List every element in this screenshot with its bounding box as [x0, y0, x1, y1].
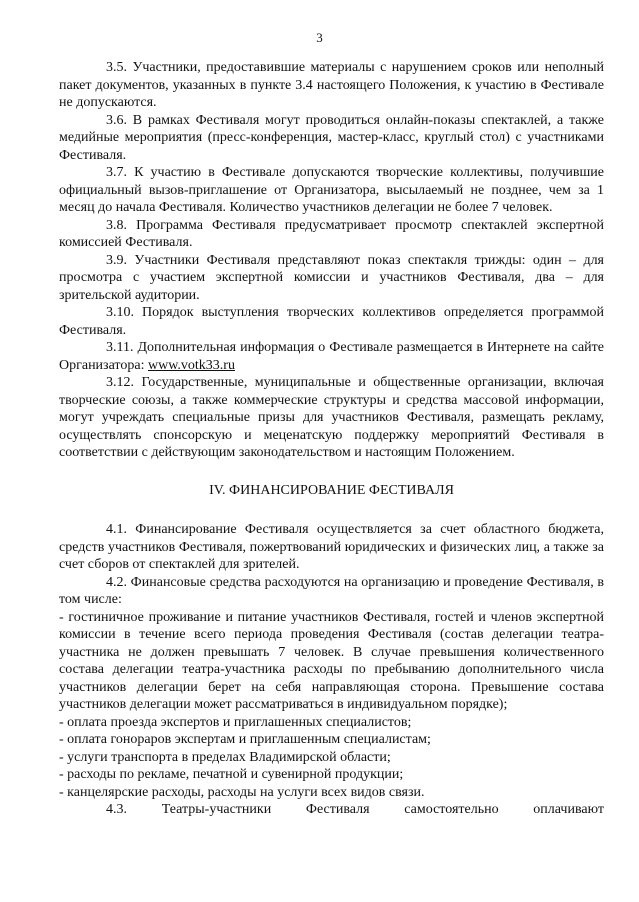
paragraph-3-8: 3.8. Программа Фестиваля предусматривает просмотр спектаклей экспертной комиссией Фестиваля. — [59, 217, 604, 250]
list-item-transport: - услуги транспорта в пределах Владимирской области; — [59, 749, 391, 765]
list-item-travel: - оплата проезда экспертов и приглашенных специалистов; — [59, 714, 412, 730]
paragraph-3-11 — [59, 339, 604, 374]
organizer-website-link[interactable]: www.votk33.ru — [147, 357, 235, 373]
paragraph-3-6: 3.6. В рамках Фестиваля могут проводиться онлайн-показы спектаклей, а также медийные мероприятия (пресс-конференция, мастер-класс, круглый стол) с участниками Фестиваля. — [59, 112, 604, 163]
paragraph-3-9: 3.9. Участники Фестиваля представляют показ спектакля трижды: один – для просмотра с участием экспертной комиссии и участников Фестиваля, два – для зрительской аудитории. — [59, 252, 604, 303]
paragraph-4-1: 4.1. Финансирование Фестиваля осуществляется за счет областного бюджета, средств участников Фестиваля, пожертвований юридических и физических лиц, а также за счет сборов от спектаклей для зрителей. — [59, 522, 604, 572]
paragraph-4-3: 4.3. Театры-участники Фестиваля самостоятельно оплачивают — [106, 802, 604, 817]
document-body — [59, 59, 604, 819]
page-number: 3 — [316, 30, 323, 45]
list-item-fees: - оплата гонораров экспертам и приглашенным специалистам; — [59, 732, 431, 747]
paragraph-3-12: 3.12. Государственные, муниципальные и общественные организации, включая творческие союзы, а также коммерческие структуры и средства массовой информации, могут учреждать специальные призы для участников Фестиваля, размещать рекламу, осуществлять спонсорскую и меценатскую поддержку мероприятий Фестиваля в соответствии с действующим законодательством и настоящим Положением. — [59, 375, 604, 460]
paragraph-3-11-text: 3.11. Дополнительная информация о Фестивале размещается в Интернете на сайте Организатора: — [59, 340, 604, 373]
list-item-advertising: - расходы по рекламе, печатной и сувенирной продукции; — [59, 767, 404, 782]
section-4-title: IV. ФИНАНСИРОВАНИЕ ФЕСТИВАЛЯ — [209, 482, 454, 498]
list-item-accommodation: - гостиничное проживание и питание участников Фестиваля, гостей и членов экспертной комиссии в течение всего периода проведения Фестиваля (состав делегации театра-участника не должен превышать 7 человек. В случае превышения количественного состава делегации театра-участника расходы по пребыванию дополнительного числа участников делегации берет на себя направляющая сторона. Превышение состава участников делегации может рассматриваться в индивидуальном порядке); — [59, 609, 604, 712]
list-item-office: - канцелярские расходы, расходы на услуги всех видов связи. — [59, 784, 425, 800]
paragraph-4-2: 4.2. Финансовые средства расходуются на организацию и проведение Фестиваля, в том числе: — [59, 574, 604, 607]
paragraph-3-5: 3.5. Участники, предоставившие материалы с нарушением сроков или неполный пакет документов, указанных в пункте 3.4 настоящего Положения, к участию в Фестивале не допускаются. — [59, 60, 604, 110]
paragraph-3-10: 3.10. Порядок выступления творческих коллективов определяется программой Фестиваля. — [59, 305, 604, 338]
paragraph-3-7: 3.7. К участию в Фестивале допускаются творческие коллективы, получившие официальный вызов-приглашение от Организатора, высылаемый не позднее, чем за 1 месяц до начала Фестиваля. Количество участников делегации не более 7 человек. — [59, 165, 604, 215]
